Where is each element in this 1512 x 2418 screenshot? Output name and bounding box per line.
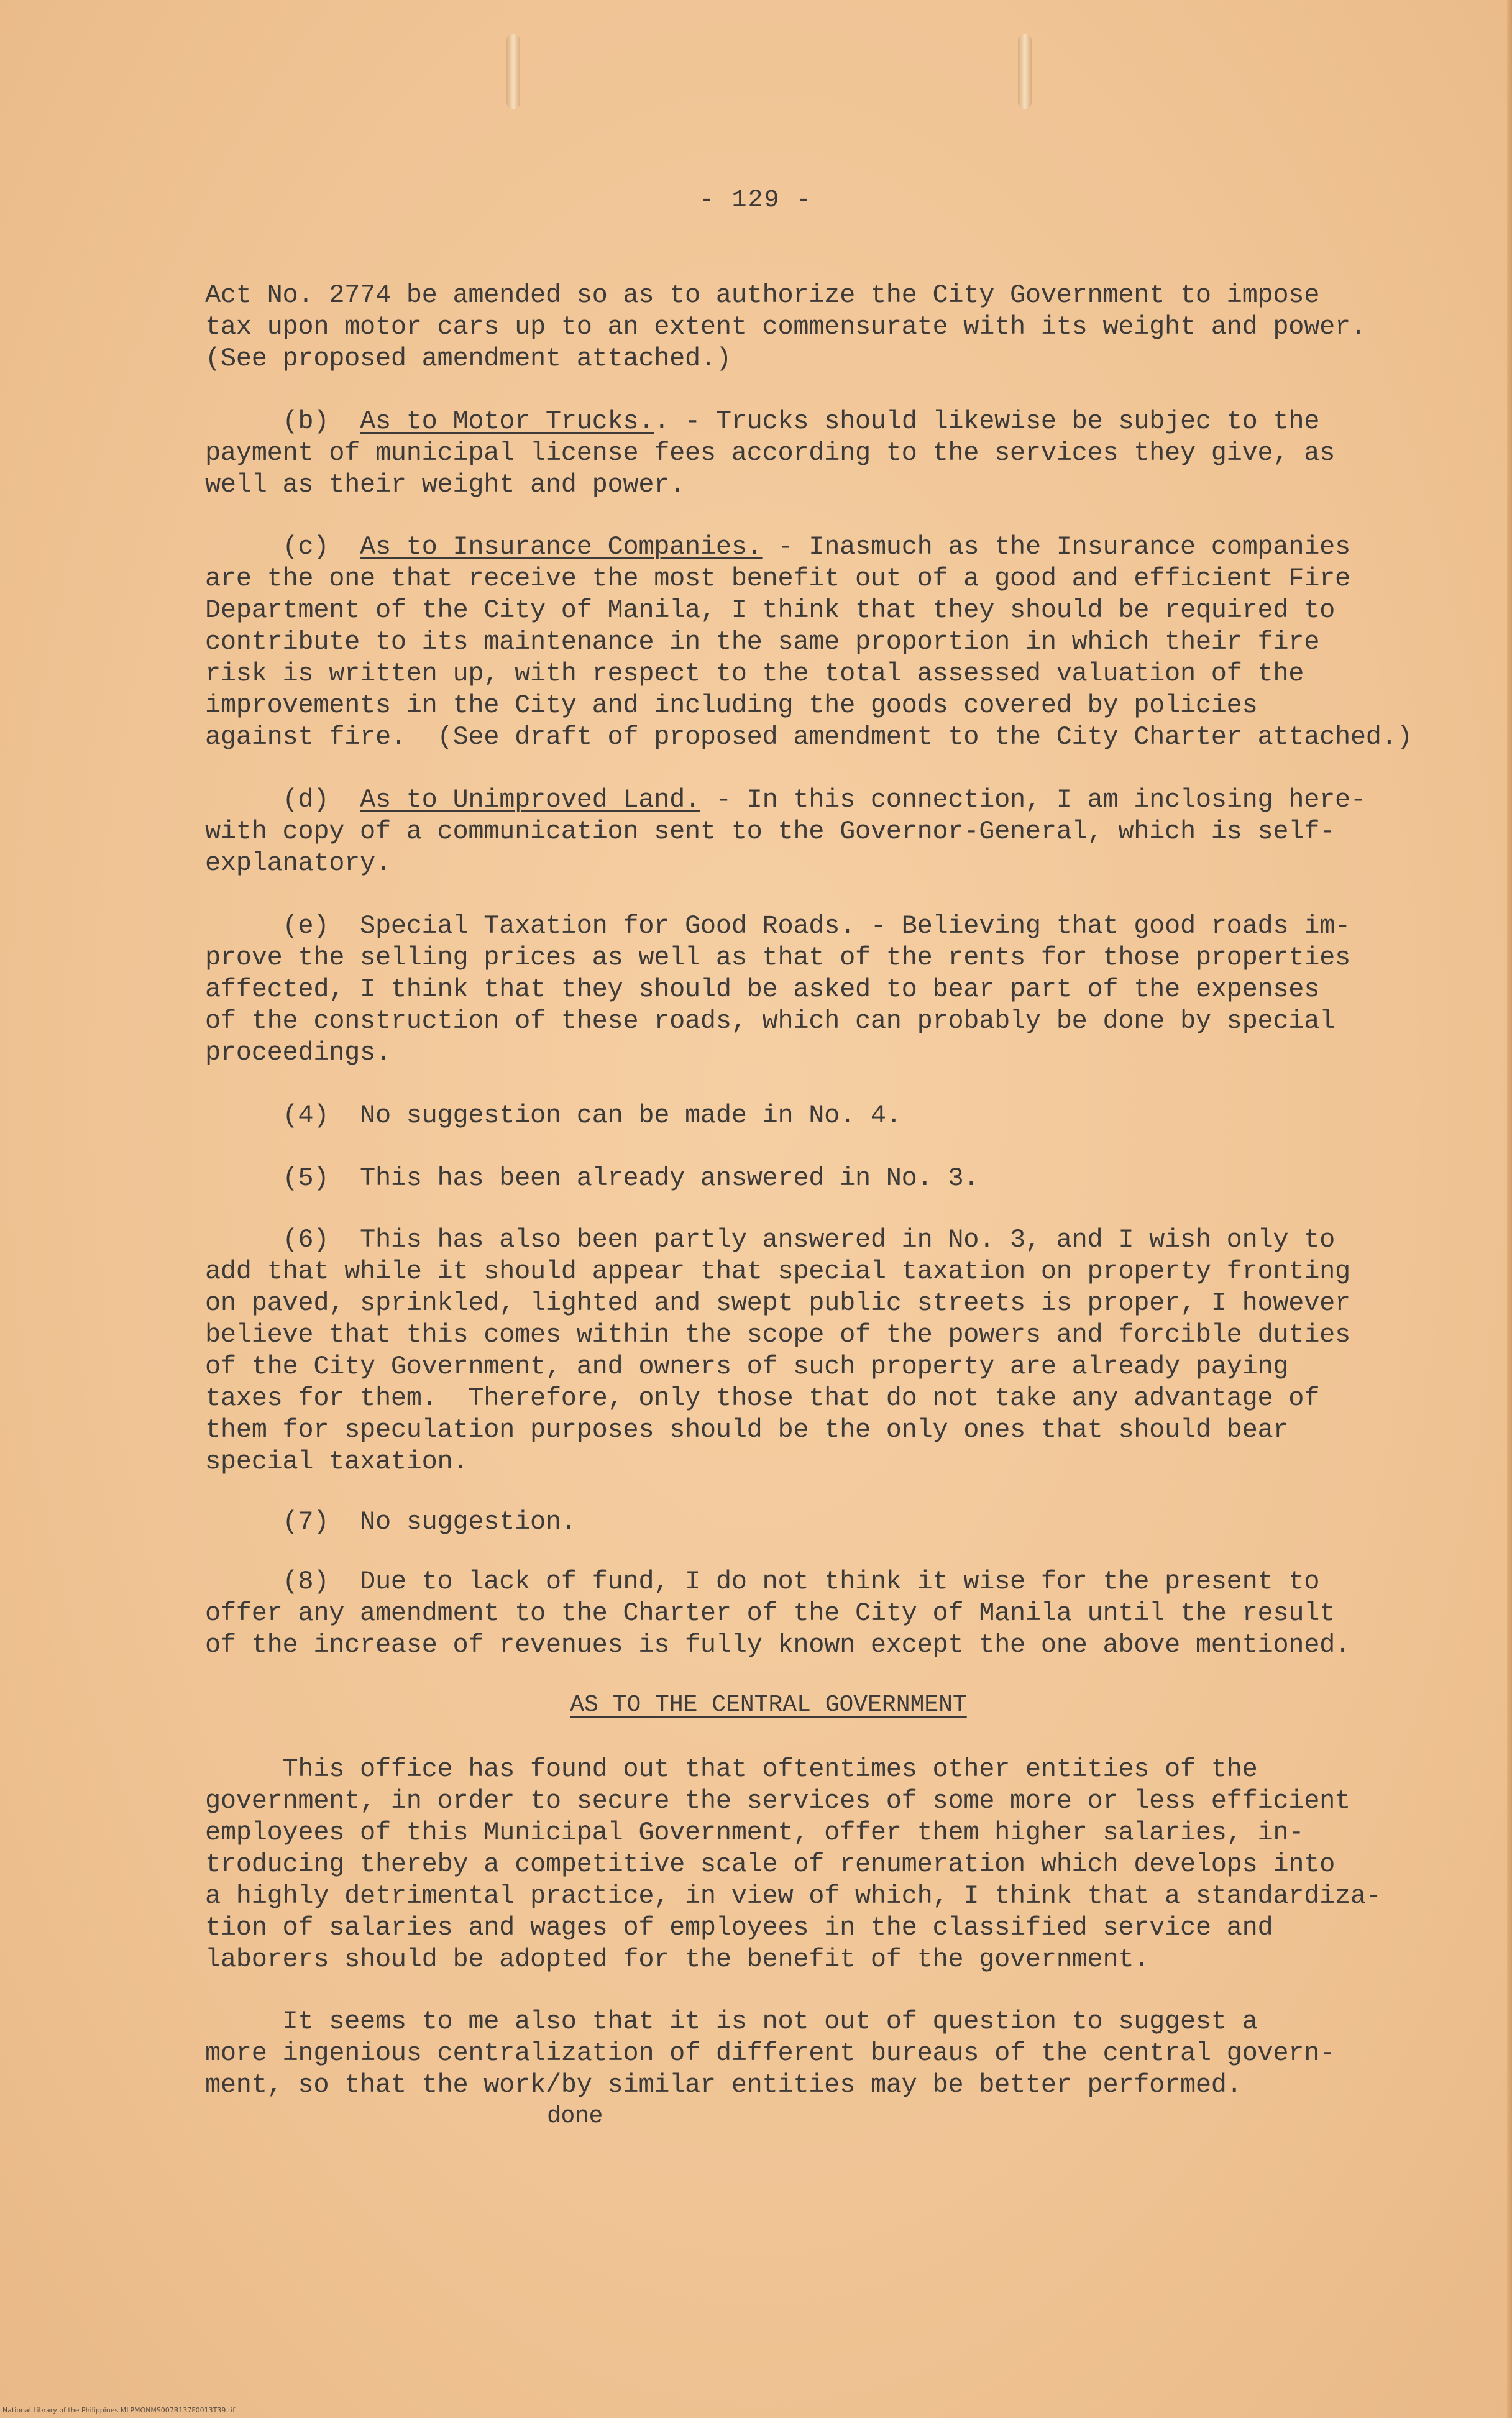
page-edge [1507, 0, 1512, 2418]
item-c-marker: (c) [282, 532, 329, 562]
item-c-text-rest: are the one that receive the most benefit out of a good and efficient Fire Department of the City of Manila, I think that they should be required to contribute to its maintenance in the same proportion in which their fire risk is written up, with respect to the total assessed valuation of the improvements in the City and including the goods covered by policies against fire. (See draft of proposed amendment to the City Charter attached.) [205, 564, 1413, 752]
item-e-paragraph: (e) Special Taxation for Good Roads. - Believing that good roads im- prove the selling prices as well as that of the rents for those properties affected, I think that they should be asked to bear part of the expenses of the construction of these roads, which can probably be done by special proceedings. [205, 911, 1350, 1068]
item-b-heading: As to Motor Trucks. [360, 406, 654, 436]
item-d-text-first: - In this connection, I am inclosing here- [700, 785, 1366, 815]
central-government-paragraph-2: It seems to me also that it is not out of question to suggest a more ingenious centralization of different bureaus of the central govern- ment, so that the work/by similar entities may be better performed. [205, 2007, 1336, 2100]
staple-mark [1018, 34, 1032, 109]
item-d-marker: (d) [282, 785, 329, 815]
central-government-paragraph-1: This office has found out that oftentimes other entities of the government, in order to secure the services of some more or less efficient employees of this Municipal Government, offer them higher salaries, in- troducing thereby a competitive scale of renumeration which develops into a highly detrimental practice, in view of which, I think that a standardiza- tion of salaries and wages of employees in the classified service and laborers should be adopted for the benefit of the government. [205, 1754, 1381, 1974]
archive-footer: National Library of the Philippines MLPMONMS007B137F0013T39.tif [2, 2406, 236, 2414]
intro-paragraph: Act No. 2774 be amended so as to authorize the City Government to impose tax upon motor cars up to an extent commensurate with its weight and power. (See proposed amendment attached.) [205, 280, 1366, 373]
item-d-text-rest: with copy of a communication sent to the Governor-General, which is self- explanatory. [205, 817, 1336, 878]
item-5-paragraph: (5) This has been already answered in No. 3. [205, 1163, 979, 1193]
item-b-marker: (b) [282, 406, 329, 436]
item-d-paragraph [205, 784, 1417, 879]
handwritten-insertion: done [547, 2103, 603, 2130]
item-8-paragraph: (8) Due to lack of fund, I do not think it wise for the present to offer any amendment to the Charter of the City of Manila until the result of the increase of revenues is fully known except the one above mentioned. [205, 1567, 1350, 1660]
section-heading-central-government: AS TO THE CENTRAL GOVERNMENT [570, 1692, 967, 1718]
item-d-heading: As to Unimproved Land. [360, 785, 700, 815]
page-number: - 129 - [699, 186, 813, 214]
item-c-paragraph [205, 531, 1417, 753]
staple-mark [506, 34, 520, 109]
item-7-paragraph: (7) No suggestion. [205, 1507, 577, 1537]
item-6-paragraph: (6) This has also been partly answered in No. 3, and I wish only to add that while it should appear that special taxation on property fronting on paved, sprinkled, lighted and swept public streets is proper, I however believe that this comes within the scope of the powers and forcible duties of the City Government, and owners of such property are already paying taxes for them. Therefore, only those that do not take any advantage of them for speculation purposes should be the only ones that should bear special taxation. [205, 1225, 1350, 1477]
item-b-paragraph [205, 406, 1417, 501]
item-b-text-first: . - Trucks should likewise be subjec to the [654, 406, 1320, 436]
item-b-text-rest: payment of municipal license fees according to the services they give, as well as their weight and power. [205, 438, 1336, 500]
item-4-paragraph: (4) No suggestion can be made in No. 4. [205, 1101, 902, 1130]
item-c-heading: As to Insurance Companies. [360, 532, 763, 562]
item-c-text-first: - Inasmuch as the Insurance companies [762, 532, 1350, 562]
